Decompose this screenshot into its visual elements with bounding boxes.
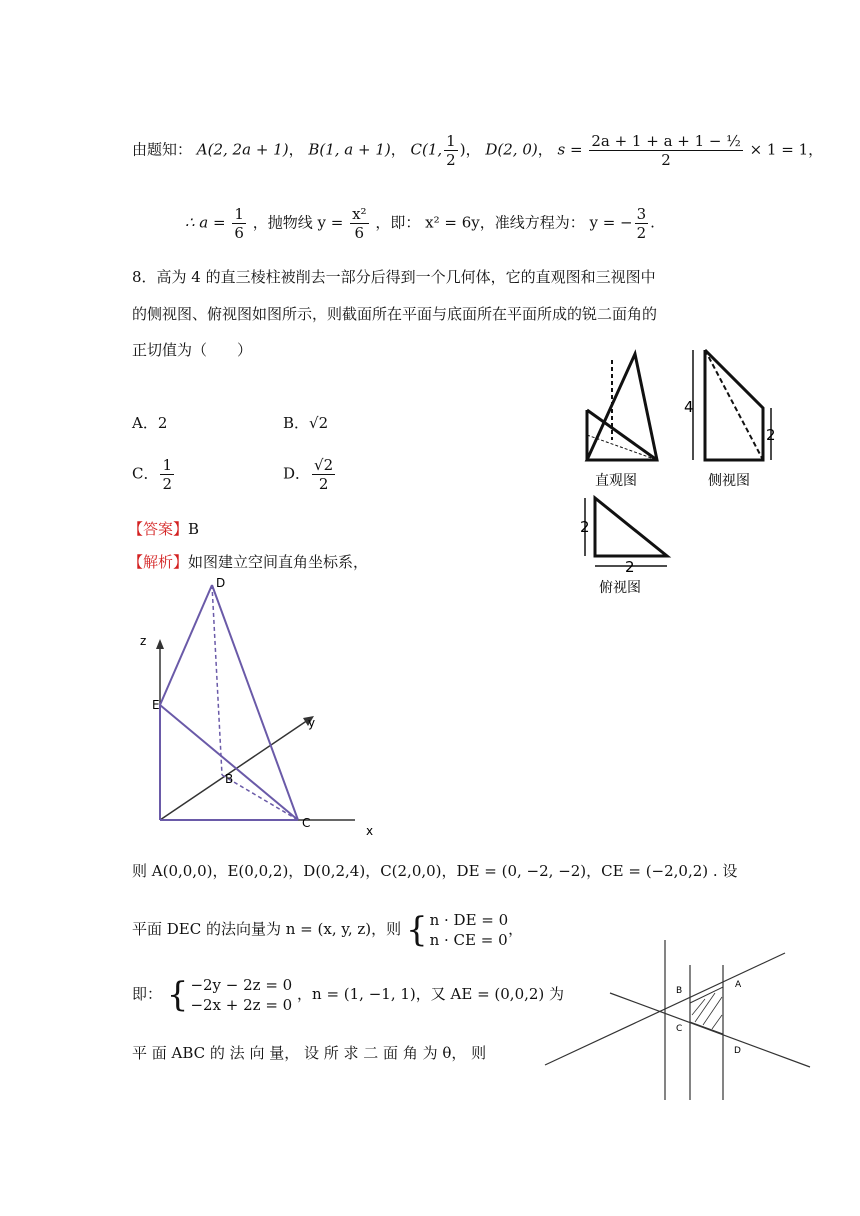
label-E: E (152, 698, 160, 712)
line-region-figure (540, 935, 830, 1105)
coordinate-3d-figure (130, 575, 390, 845)
front-view-caption: 直观图 (595, 473, 637, 489)
label-z: z (140, 634, 147, 648)
three-views-figure (575, 340, 805, 600)
label-C: C (302, 816, 311, 830)
dim-2-top-left: 2 (580, 518, 590, 536)
question-8-line-2: 的侧视图、俯视图如图所示，则截面所在平面与底面所在平面所成的锐二面角的 (132, 305, 658, 323)
system-line: 即： { −2y − 2z = 0 −2x + 2z = 0 ，n = (1, −1, 1)，又 AE = (0,0,2) 为 (132, 975, 565, 1015)
solution-intro: 【解析】如图建立空间直角坐标系， (128, 553, 369, 571)
region-label-C: C (676, 1024, 683, 1034)
solution-line-1: 由题知： A(2, 2a + 1)， B(1, a + 1)， C(1, $\frac{1}{2}$ )， D(2, 0)， s = $\frac{\text{2a + 1 + a + 1 − ½}}{2}$ × 1 = 1， (132, 132, 824, 169)
solution-tag: 【解析】 (128, 553, 189, 571)
normal-vector-line: 平面 DEC 的法向量为 n = (x, y, z)，则 { n · DE = 0 n · CE = 0， (132, 910, 524, 950)
label-y: y (308, 716, 316, 730)
dim-2-top-bottom: 2 (625, 558, 635, 576)
top-view-caption: 俯视图 (599, 580, 641, 596)
label-D: D (216, 576, 226, 590)
region-label-D: D (734, 1046, 741, 1056)
option-a: A．2 (132, 414, 168, 432)
answer-value: B (188, 520, 200, 538)
side-view-caption: 侧视图 (708, 473, 750, 489)
label-x: x (366, 824, 374, 838)
area-fraction: $\frac{\text{2a + 1 + a + 1 − ½}}{2}$ (591, 132, 741, 169)
region-label-B: B (676, 986, 683, 996)
option-c: C． $\frac{1}{2}$ (132, 456, 173, 493)
question-8-line-1: 8．高为 4 的直三棱柱被削去一部分后得到一个几何体，它的直观图和三视图中 (132, 268, 656, 286)
answer-line (128, 518, 199, 539)
fraction: $\frac{1}{2}$ (446, 132, 456, 169)
dim-4: 4 (684, 398, 694, 416)
last-line: 平 面 ABC 的 法 向 量， 设 所 求 二 面 角 为 θ， 则 (132, 1044, 487, 1062)
dim-2-side: 2 (766, 426, 776, 444)
region-label-A: A (735, 980, 742, 990)
option-d: D． $\frac{√2}{2}$ (283, 456, 334, 493)
option-b: B．√2 (283, 414, 329, 432)
answer-tag: 【答案】 (128, 520, 189, 538)
question-8-line-3: 正切值为（ ） (132, 341, 253, 359)
coords-line: 则 A(0,0,0)，E(0,0,2)，D(0,2,4)，C(2,0,0)，DE = (0, −2, −2)，CE = (−2,0,2) . 设 (132, 862, 738, 880)
label-B: B (225, 772, 234, 786)
solution-line-2: ∴ a = $\frac{1}{6}$ ，抛物线 y = $\frac{\text{x²}}{6}$ ，即： x² = 6y，准线方程为： y = − $\frac{3}{2}$ . (185, 205, 655, 242)
